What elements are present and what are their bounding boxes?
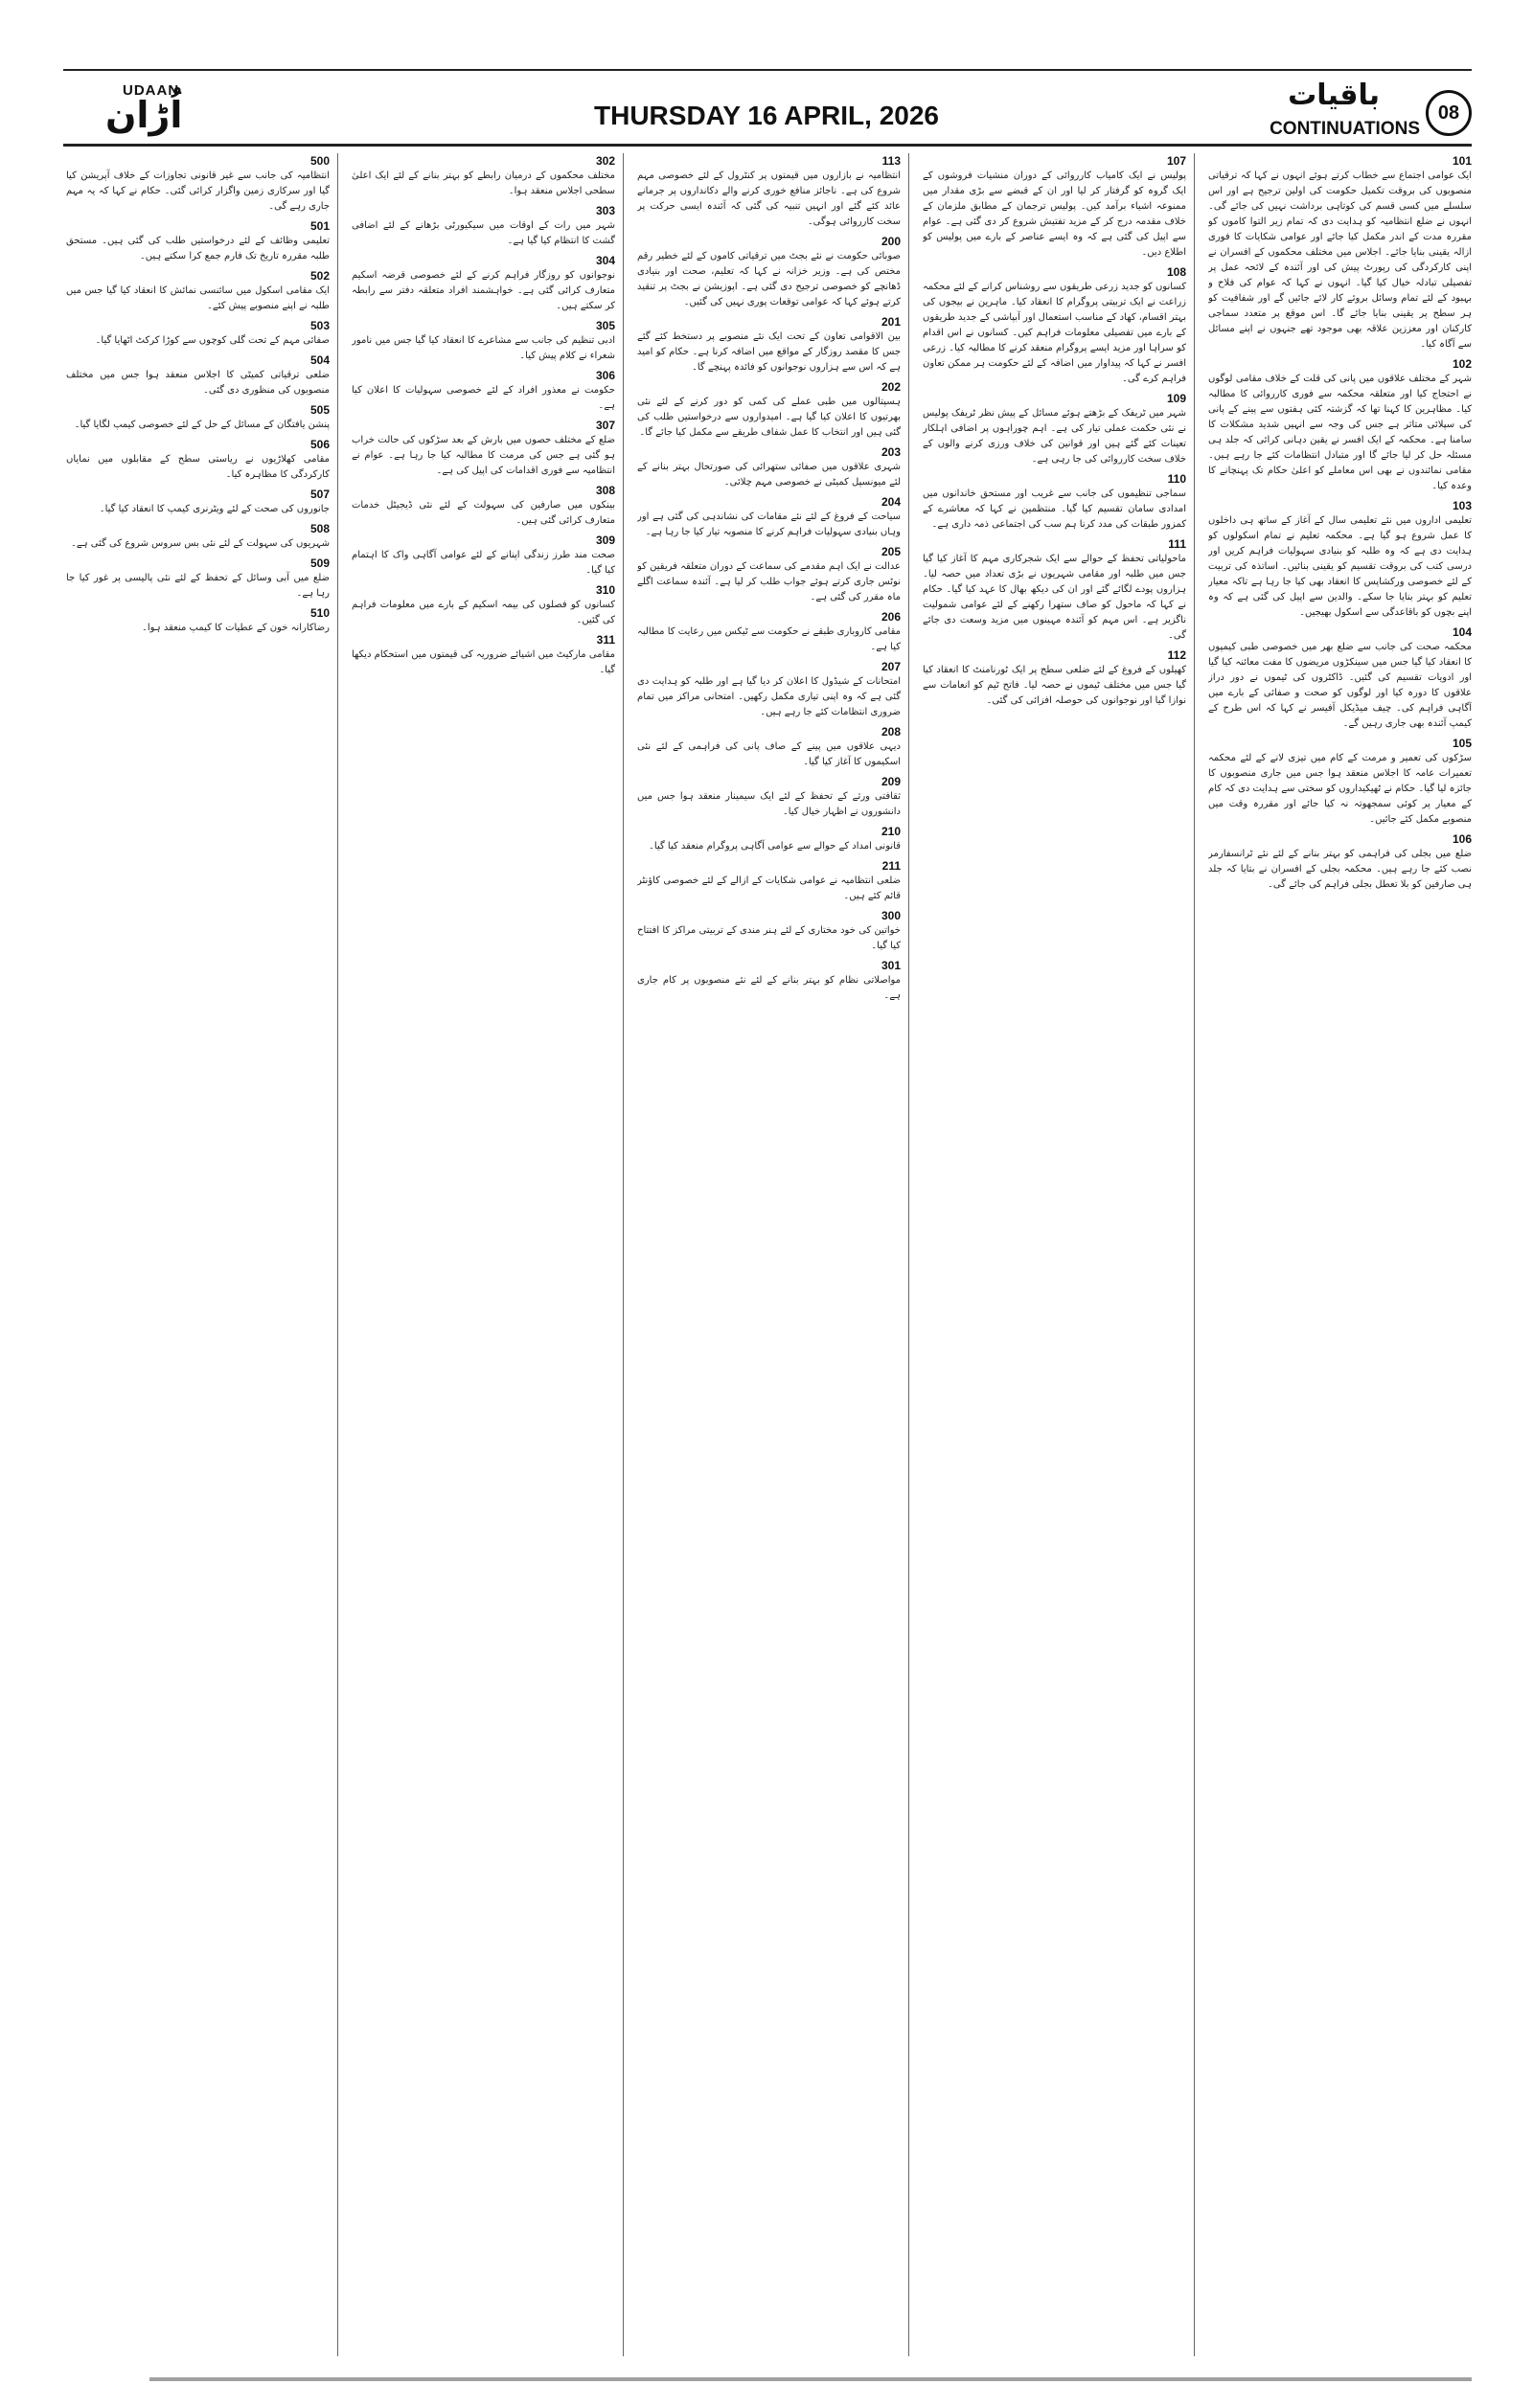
entry-number: 209 xyxy=(881,775,901,788)
continuation-entry xyxy=(923,471,1186,533)
entry-text: امتحانات کے شیڈول کا اعلان کر دیا گیا ہے اور طلبہ کو ہدایت دی گئی ہے کہ وہ اپنی تیاری مکمل رکھیں۔ امتحانی مراکز میں تمام ضروری انتظامات کئے جا رہے ہیں۔ xyxy=(637,676,901,717)
entry-text: حکومت نے معذور افراد کے لئے خصوصی سہولیات کا اعلان کیا ہے۔ xyxy=(352,385,615,411)
entry-number: 203 xyxy=(881,445,901,459)
continuation-entry xyxy=(923,536,1186,644)
masthead-english: UDAAN xyxy=(123,82,180,99)
column-divider xyxy=(908,153,909,2356)
entry-number: 210 xyxy=(881,825,901,838)
entry-number: 206 xyxy=(881,610,901,624)
continuation-entry xyxy=(66,352,330,398)
entry-number: 111 xyxy=(1168,537,1186,551)
continuation-entry xyxy=(352,253,615,314)
header-top-rule xyxy=(63,69,1472,71)
entry-number: 310 xyxy=(595,583,615,597)
entry-text: ایک عوامی اجتماع سے خطاب کرتے ہوئے انہوں نے کہا کہ ترقیاتی منصوبوں کی بروقت تکمیل حکومت کی اولین ترجیح ہے اور اس سلسلے میں کسی قسم کی کوتاہی برداشت نہیں کی جائے گی۔ انہوں نے ضلع انتظامیہ کو ہدایت دی کہ تمام زیر التوا کاموں کو مقررہ مدت کے اندر مکمل کیا جائے اور عوامی شکایات کا فوری ازالہ یقینی بنایا جائے۔ اجلاس میں مختلف محکموں کے افسران نے اپنی کارکردگی کی رپورٹ پیش کی اور آئندہ کے لائحہ عمل پر تفصیلی تبادلہ خیال کیا گیا۔ انہوں نے کہا کہ عوام کی فلاح و بہبود کے لئے تمام وسائل بروئے کار لائے جائیں گے اور شفافیت کو ہر سطح پر یقینی بنایا جائے گا۔ اس موقع پر متعدد سماجی کارکنان اور معززین علاقہ بھی موجود تھے جنہوں نے اپنے مسائل سے آگاہ کیا۔ xyxy=(1208,170,1472,350)
section-title-urdu: باقیات xyxy=(1288,79,1380,112)
entry-number: 112 xyxy=(1167,648,1186,662)
entry-text: انتظامیہ نے بازاروں میں قیمتوں پر کنٹرول کے لئے خصوصی مہم شروع کی ہے۔ ناجائز منافع خوری کرنے والے دکانداروں پر جرمانے عائد کئے گئے اور انہیں تنبیہ کی گئی کہ آئندہ ایسی حرکت پر سخت کارروائی ہوگی۔ xyxy=(637,170,901,227)
entry-text: ضلع میں آبی وسائل کے تحفظ کے لئے نئی پالیسی پر غور کیا جا رہا ہے۔ xyxy=(66,573,330,599)
continuation-entry xyxy=(352,153,615,199)
entry-number: 103 xyxy=(1452,499,1472,512)
entry-number: 101 xyxy=(1452,154,1472,168)
entry-text: ضلعی ترقیاتی کمیٹی کا اجلاس منعقد ہوا جس میں مختلف منصوبوں کی منظوری دی گئی۔ xyxy=(66,370,330,396)
entry-text: خواتین کی خود مختاری کے لئے ہنر مندی کے تربیتی مراکز کا افتتاح کیا گیا۔ xyxy=(637,925,901,951)
continuation-entry xyxy=(1208,153,1472,352)
entry-number: 201 xyxy=(881,315,901,329)
entry-text: شہر میں رات کے اوقات میں سیکیورٹی بڑھانے کے لئے اضافی گشت کا انتظام کیا گیا ہے۔ xyxy=(352,220,615,246)
news-column-1 xyxy=(1208,153,1472,2356)
entry-number: 303 xyxy=(595,204,615,217)
entry-text: ادبی تنظیم کی جانب سے مشاعرے کا انعقاد کیا گیا جس میں نامور شعراء نے کلام پیش کیا۔ xyxy=(352,335,615,361)
entry-number: 502 xyxy=(309,269,330,283)
entry-number: 305 xyxy=(595,319,615,332)
continuation-columns xyxy=(63,153,1472,2356)
continuation-entry xyxy=(923,391,1186,467)
continuation-entry xyxy=(637,314,901,375)
entry-number: 205 xyxy=(881,545,901,558)
entry-text: جانوروں کی صحت کے لئے ویٹرنری کیمپ کا انعقاد کیا گیا۔ xyxy=(99,504,330,514)
issue-date: THURSDAY 16 APRIL, 2026 xyxy=(594,101,939,130)
entry-text: دیہی علاقوں میں پینے کے صاف پانی کی فراہمی کے لئے نئی اسکیموں کا آغاز کیا گیا۔ xyxy=(637,741,901,767)
column-divider xyxy=(623,153,624,2356)
continuation-entry xyxy=(1208,498,1472,621)
column-divider xyxy=(337,153,338,2356)
entry-text: ماحولیاتی تحفظ کے حوالے سے ایک شجرکاری مہم کا آغاز کیا گیا جس میں طلبہ اور مقامی شہریوں نے بڑی تعداد میں حصہ لیا۔ ہزاروں پودے لگائے گئے اور ان کی دیکھ بھال کا عہد کیا گیا۔ حکام نے کہا کہ ماحول کو صاف ستھرا رکھنے کے لئے عوامی شمولیت ناگزیر ہے۔ اس مہم کو آئندہ مہینوں میں مزید وسعت دی جائے گی۔ xyxy=(923,554,1186,641)
continuation-entry xyxy=(352,533,615,579)
news-column-3 xyxy=(637,153,901,2356)
entry-text: کسانوں کو جدید زرعی طریقوں سے روشناس کرانے کے لئے محکمہ زراعت نے ایک تربیتی پروگرام کا انعقاد کیا۔ ماہرین نے بیجوں کی بہتر اقسام، کھاد کے مناسب استعمال اور آبپاشی کے جدید طریقوں کے بارے میں تفصیلی معلومات فراہم کیں۔ کسانوں نے اس اقدام کو سراہا اور مزید ایسے پروگرام منعقد کرنے کا مطالبہ کیا۔ زرعی افسر نے کہا کہ پیداوار میں اضافہ کے لئے حکومت ہر ممکن تعاون فراہم کرے گی۔ xyxy=(923,282,1186,384)
entry-number: 304 xyxy=(595,254,615,267)
continuation-entry xyxy=(637,153,901,230)
entry-number: 507 xyxy=(309,488,330,501)
entry-text: شہر میں ٹریفک کے بڑھتے ہوئے مسائل کے پیش نظر ٹریفک پولیس نے نئی حکمت عملی تیار کی ہے۔ اہم چوراہوں پر اضافی اہلکار تعینات کئے گئے ہیں اور قوانین کی خلاف ورزی کرنے والوں کے خلاف سخت کارروائی کی جا رہی ہے۔ xyxy=(923,408,1186,465)
entry-text: تعلیمی وظائف کے لئے درخواستیں طلب کی گئی ہیں۔ مستحق طلبہ مقررہ تاریخ تک فارم جمع کرا سکتے ہیں۔ xyxy=(66,236,330,261)
entry-number: 301 xyxy=(881,959,901,972)
entry-number: 504 xyxy=(309,353,330,367)
continuation-entry xyxy=(66,521,330,552)
continuation-entry xyxy=(637,958,901,1004)
entry-number: 309 xyxy=(595,534,615,547)
news-column-5 xyxy=(66,153,330,2356)
entry-text: کسانوں کو فصلوں کی بیمہ اسکیم کے بارے میں معلومات فراہم کی گئیں۔ xyxy=(352,600,615,625)
entry-number: 113 xyxy=(881,154,901,168)
entry-text: ضلعی انتظامیہ نے عوامی شکایات کے ازالے کے لئے خصوصی کاؤنٹر قائم کئے ہیں۔ xyxy=(637,875,901,901)
continuation-entry xyxy=(352,632,615,678)
entry-text: صحت مند طرز زندگی اپنانے کے لئے عوامی آگاہی واک کا اہتمام کیا گیا۔ xyxy=(352,550,615,576)
entry-number: 110 xyxy=(1167,472,1186,486)
entry-number: 509 xyxy=(309,557,330,570)
continuation-entry xyxy=(637,444,901,490)
continuation-entry xyxy=(637,544,901,605)
continuation-entry xyxy=(66,437,330,483)
continuation-entry xyxy=(637,379,901,441)
entry-number: 108 xyxy=(1166,265,1186,279)
page-header xyxy=(0,0,1533,153)
continuation-entry xyxy=(1208,736,1472,828)
continuation-entry xyxy=(637,659,901,720)
entry-text: ثقافتی ورثے کے تحفظ کے لئے ایک سیمینار منعقد ہوا جس میں دانشوروں نے اظہار خیال کیا۔ xyxy=(637,791,901,817)
entry-text: نوجوانوں کو روزگار فراہم کرنے کے لئے خصوصی قرضہ اسکیم متعارف کرائی گئی ہے۔ خواہشمند افراد متعلقہ دفتر سے رابطہ کر سکتے ہیں۔ xyxy=(352,270,615,311)
entry-text: مقامی کاروباری طبقے نے حکومت سے ٹیکس میں رعایت کا مطالبہ کیا ہے۔ xyxy=(637,626,901,652)
entry-number: 501 xyxy=(309,219,330,233)
continuation-entry xyxy=(637,908,901,954)
news-column-2 xyxy=(923,153,1186,2356)
entry-number: 204 xyxy=(881,495,901,509)
continuation-entry xyxy=(637,858,901,904)
continuation-entry xyxy=(66,218,330,264)
entry-number: 308 xyxy=(595,484,615,497)
continuation-entry xyxy=(1208,625,1472,732)
continuation-entry xyxy=(66,605,330,636)
entry-number: 307 xyxy=(595,419,615,432)
entry-number: 102 xyxy=(1452,357,1472,371)
entry-number: 208 xyxy=(881,725,901,738)
entry-text: عدالت نے ایک اہم مقدمے کی سماعت کے دوران متعلقہ فریقین کو نوٹس جاری کرتے ہوئے جواب طلب کر لیا ہے۔ آئندہ سماعت اگلے ماہ مقرر کی گئی ہے۔ xyxy=(637,561,901,602)
entry-text: کھیلوں کے فروغ کے لئے ضلعی سطح پر ایک ٹورنامنٹ کا انعقاد کیا گیا جس میں مختلف ٹیموں نے حصہ لیا۔ فاتح ٹیم کو انعامات سے نوازا گیا اور نوجوانوں کی حوصلہ افزائی کی گئی۔ xyxy=(923,665,1186,706)
entry-text: مقامی کھلاڑیوں نے ریاستی سطح کے مقابلوں میں نمایاں کارکردگی کا مظاہرہ کیا۔ xyxy=(66,454,330,480)
continuation-entry xyxy=(352,203,615,249)
continuation-entry xyxy=(66,487,330,517)
continuation-entry xyxy=(352,418,615,479)
entry-number: 306 xyxy=(595,369,615,382)
entry-number: 505 xyxy=(309,403,330,417)
continuation-entry xyxy=(637,824,901,854)
entry-number: 506 xyxy=(309,438,330,451)
entry-number: 302 xyxy=(595,154,615,168)
section-title-english: CONTINUATIONS xyxy=(1270,119,1420,139)
continuation-entry xyxy=(352,368,615,414)
entry-number: 300 xyxy=(881,909,901,922)
entry-number: 202 xyxy=(881,380,901,394)
continuation-entry xyxy=(637,494,901,540)
entry-number: 508 xyxy=(309,522,330,535)
entry-text: سیاحت کے فروغ کے لئے نئے مقامات کی نشاندہی کی گئی ہے اور وہاں بنیادی سہولیات فراہم کرنے کا منصوبہ تیار کیا جا رہا ہے۔ xyxy=(637,511,901,537)
continuation-entry xyxy=(637,774,901,820)
entry-text: پنشن یافتگان کے مسائل کے حل کے لئے خصوصی کیمپ لگایا گیا۔ xyxy=(74,420,330,430)
entry-number: 104 xyxy=(1452,625,1472,639)
entry-text: سماجی تنظیموں کی جانب سے غریب اور مستحق خاندانوں میں امدادی سامان تقسیم کیا گیا۔ منتظمین نے کہا کہ معاشرے کے کمزور طبقات کی مدد کرنا ہم سب کی اجتماعی ذمہ داری ہے۔ xyxy=(923,488,1186,530)
entry-text: شہر کے مختلف علاقوں میں پانی کی قلت کے خلاف مقامی لوگوں نے احتجاج کیا اور متعلقہ محکمہ سے فوری کارروائی کا مطالبہ کیا۔ مظاہرین کا کہنا تھا کہ گزشتہ کئی ہفتوں سے پینے کے پانی کی سپلائی متاثر ہے جس کی وجہ سے انہیں شدید مشکلات کا سامنا ہے۔ محکمہ کے ایک افسر نے یقین دہانی کرائی کہ جلد ہی مسئلہ حل کر لیا جائے گا اور متبادل انتظامات کئے جا رہے ہیں۔ مقامی نمائندوں نے بھی اس معاملے کو اعلیٰ حکام تک پہنچانے کا وعدہ کیا۔ xyxy=(1208,374,1472,491)
entry-text: انتظامیہ کی جانب سے غیر قانونی تجاوزات کے خلاف آپریشن کیا گیا اور سرکاری زمین واگزار کرائی گئی۔ حکام نے کہا کہ یہ مہم جاری رہے گی۔ xyxy=(66,170,330,212)
entry-text: مقامی مارکیٹ میں اشیائے ضروریہ کی قیمتوں میں استحکام دیکھا گیا۔ xyxy=(352,649,615,675)
entry-text: مختلف محکموں کے درمیان رابطے کو بہتر بنانے کے لئے ایک اعلیٰ سطحی اجلاس منعقد ہوا۔ xyxy=(352,170,615,196)
entry-number: 311 xyxy=(596,633,615,647)
continuation-entry xyxy=(66,402,330,433)
continuation-entry xyxy=(66,268,330,314)
entry-text: شہری علاقوں میں صفائی ستھرائی کی صورتحال بہتر بنانے کے لئے میونسپل کمیٹی نے خصوصی مہم چلائی۔ xyxy=(637,462,901,488)
entry-text: بینکوں میں صارفین کی سہولت کے لئے نئی ڈیجیٹل خدمات متعارف کرائی گئی ہیں۔ xyxy=(352,500,615,526)
continuation-entry xyxy=(923,647,1186,709)
continuation-entry xyxy=(923,153,1186,261)
entry-text: ضلع میں بجلی کی فراہمی کو بہتر بنانے کے لئے نئے ٹرانسفارمر نصب کئے جا رہے ہیں۔ محکمہ بجلی کے افسران نے بتایا کہ جلد ہی صارفین کو بلا تعطل بجلی فراہم کی جائے گی۔ xyxy=(1208,849,1472,890)
continuation-entry xyxy=(66,153,330,215)
entry-text: صوبائی حکومت نے نئے بجٹ میں ترقیاتی کاموں کے لئے خطیر رقم مختص کی ہے۔ وزیر خزانہ نے کہا کہ تعلیم، صحت اور بنیادی ڈھانچے کو خصوصی ترجیح دی گئی ہے۔ اپوزیشن نے بجٹ پر تنقید کرتے ہوئے کہا کہ عوامی توقعات پوری نہیں کی گئیں۔ xyxy=(637,251,901,307)
continuation-entry xyxy=(66,318,330,349)
continuation-entry xyxy=(923,264,1186,387)
entry-number: 107 xyxy=(1166,154,1186,168)
entry-text: رضاکارانہ خون کے عطیات کا کیمپ منعقد ہوا۔ xyxy=(142,623,330,633)
continuation-entry xyxy=(637,724,901,770)
continuation-entry xyxy=(1208,831,1472,893)
entry-number: 211 xyxy=(881,859,901,873)
entry-text: تعلیمی اداروں میں نئے تعلیمی سال کے آغاز کے ساتھ ہی داخلوں کا عمل شروع ہو گیا ہے۔ محکمہ تعلیم نے تمام اسکولوں کو ہدایت دی ہے کہ وہ طلبہ کو بنیادی سہولیات فراہم کریں اور درسی کتب کی بروقت تقسیم کو یقینی بنائیں۔ اساتذہ کی تربیت کے لئے خصوصی ورکشاپس کا انعقاد بھی کیا جا رہا ہے تاکہ معیار تعلیم کو بہتر بنایا جا سکے۔ والدین سے اپیل کی گئی ہے کہ وہ اپنے بچوں کو باقاعدگی سے اسکول بھیجیں۔ xyxy=(1208,515,1472,618)
entry-text: ایک مقامی اسکول میں سائنسی نمائش کا انعقاد کیا گیا جس میں طلبہ نے اپنے منصوبے پیش کئے۔ xyxy=(66,285,330,311)
entry-number: 207 xyxy=(881,660,901,673)
column-divider xyxy=(1194,153,1195,2356)
entry-number: 500 xyxy=(309,154,330,168)
continuation-entry xyxy=(637,609,901,655)
masthead-urdu: اُڑان xyxy=(105,94,183,136)
footer-rule xyxy=(149,2377,1472,2381)
entry-text: قانونی امداد کے حوالے سے عوامی آگاہی پروگرام منعقد کیا گیا۔ xyxy=(649,841,901,852)
header-bottom-rule xyxy=(63,144,1472,147)
entry-text: سڑکوں کی تعمیر و مرمت کے کام میں تیزی لانے کے لئے محکمہ تعمیرات عامہ کا اجلاس منعقد ہوا جس میں جاری منصوبوں کا جائزہ لیا گیا۔ حکام نے ٹھیکیداروں کو سختی سے ہدایت دی کہ کام کے معیار پر کوئی سمجھوتہ نہ کیا جائے اور مقررہ وقت میں منصوبے مکمل کئے جائیں۔ xyxy=(1208,753,1472,825)
entry-text: محکمہ صحت کی جانب سے ضلع بھر میں خصوصی طبی کیمپوں کا انعقاد کیا گیا جس میں سینکڑوں مریضوں کا مفت معائنہ کیا گیا اور ادویات تقسیم کی گئیں۔ ڈاکٹروں کی ٹیموں نے دور دراز علاقوں کا دورہ کیا اور لوگوں کو صحت و صفائی کے بارے میں آگاہی فراہم کی۔ چیف میڈیکل آفیسر نے کہا کہ اس طرح کے کیمپ آئندہ بھی جاری رہیں گے۔ xyxy=(1208,642,1472,729)
entry-number: 105 xyxy=(1452,737,1472,750)
entry-text: ہسپتالوں میں طبی عملے کی کمی کو دور کرنے کے لئے نئی بھرتیوں کا اعلان کیا گیا ہے۔ امیدواروں سے درخواستیں طلب کی گئی ہیں اور انتخاب کا عمل شفاف طریقے سے مکمل کیا جائے گا۔ xyxy=(637,397,901,438)
entry-text: بین الاقوامی تعاون کے تحت ایک نئے منصوبے پر دستخط کئے گئے جس کا مقصد روزگار کے مواقع میں اضافہ کرنا ہے۔ حکام کو امید ہے کہ اس سے ہزاروں نوجوانوں کو فائدہ پہنچے گا۔ xyxy=(637,331,901,373)
continuation-entry xyxy=(352,582,615,628)
entry-text: شہریوں کی سہولت کے لئے نئی بس سروس شروع کی گئی ہے۔ xyxy=(70,538,330,549)
continuation-entry xyxy=(637,234,901,310)
entry-text: ضلع کے مختلف حصوں میں بارش کے بعد سڑکوں کی حالت خراب ہو گئی ہے جس کی مرمت کا مطالبہ کیا جا رہا ہے۔ عوام نے انتظامیہ سے فوری اقدامات کی اپیل کی ہے۔ xyxy=(352,435,615,476)
entry-number: 503 xyxy=(309,319,330,332)
entry-text: پولیس نے ایک کامیاب کارروائی کے دوران منشیات فروشوں کے ایک گروہ کو گرفتار کر لیا اور ان کے قبضے سے بڑی مقدار میں ممنوعہ اشیاء برآمد کیں۔ پولیس ترجمان کے مطابق ملزمان کے خلاف مقدمہ درج کر کے مزید تفتیش شروع کر دی گئی ہے۔ عوام سے اپیل کی گئی ہے کہ وہ ایسے عناصر کے بارے میں پولیس کو اطلاع دیں۔ xyxy=(923,170,1186,258)
entry-number: 510 xyxy=(309,606,330,620)
entry-text: مواصلاتی نظام کو بہتر بنانے کے لئے نئے منصوبوں پر کام جاری ہے۔ xyxy=(637,975,901,1001)
continuation-entry xyxy=(66,556,330,602)
entry-number: 200 xyxy=(881,235,901,248)
entry-number: 109 xyxy=(1166,392,1186,405)
page-number-badge: 08 xyxy=(1426,90,1472,136)
continuation-entry xyxy=(352,318,615,364)
entry-text: صفائی مہم کے تحت گلی کوچوں سے کوڑا کرکٹ اٹھایا گیا۔ xyxy=(95,335,330,346)
news-column-4 xyxy=(352,153,615,2356)
continuation-entry xyxy=(352,483,615,529)
entry-number: 106 xyxy=(1452,832,1472,846)
continuation-entry xyxy=(1208,356,1472,494)
